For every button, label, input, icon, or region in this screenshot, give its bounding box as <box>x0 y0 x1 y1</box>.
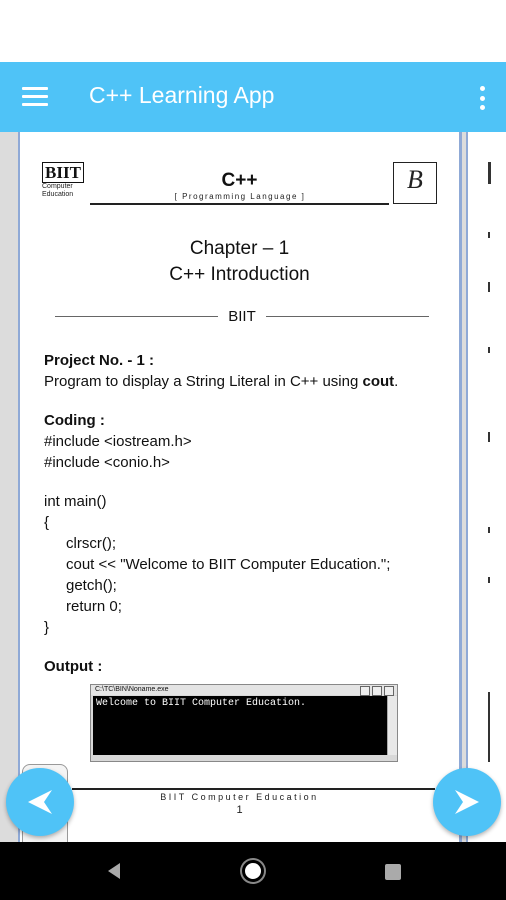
next-page-preview <box>466 132 506 842</box>
code-line: clrscr(); <box>66 535 116 552</box>
menu-icon[interactable] <box>22 87 48 107</box>
code-line: #include <iostream.h> <box>44 433 192 450</box>
page-header-subtitle: [ Programming Language ] <box>174 192 306 201</box>
pdf-viewer[interactable] <box>0 132 506 842</box>
more-options-icon[interactable] <box>478 86 486 110</box>
page-number: 1 <box>236 804 243 816</box>
home-icon[interactable] <box>242 860 264 882</box>
recent-apps-icon[interactable] <box>385 864 401 880</box>
section-separator: BIIT <box>55 308 429 325</box>
project-label: Project No. - 1 : <box>44 352 155 369</box>
code-line: } <box>44 619 50 636</box>
code-line: int main() <box>44 493 107 510</box>
console-text: Welcome to BIIT Computer Education. <box>93 696 387 755</box>
app-title: C++ Learning App <box>89 82 275 108</box>
chapter-heading <box>20 236 459 288</box>
page-content <box>44 350 449 677</box>
chapter-title: C++ Introduction <box>169 264 310 285</box>
back-icon[interactable] <box>106 862 122 880</box>
coding-label: Coding : <box>44 412 105 429</box>
page-header-title: C++ <box>221 170 258 191</box>
next-page-button[interactable] <box>433 768 501 836</box>
pdf-page <box>18 132 462 842</box>
arrow-right-icon <box>451 786 483 818</box>
project-description: Program to display a String Literal in C++ using cout. <box>44 373 399 390</box>
chapter-number: Chapter – 1 <box>189 238 290 259</box>
code-line: return 0; <box>66 598 122 615</box>
brand-logo: B <box>393 162 437 204</box>
footer-rule <box>72 788 435 790</box>
page-footer: BIIT Computer Education <box>160 792 319 802</box>
header-rule <box>90 203 389 205</box>
previous-page-button[interactable] <box>6 768 74 836</box>
code-line: { <box>44 514 50 531</box>
code-line: getch(); <box>66 577 117 594</box>
status-bar <box>0 0 506 62</box>
system-nav-bar <box>0 842 506 900</box>
console-output-image <box>90 684 398 762</box>
arrow-left-icon <box>24 786 56 818</box>
console-title: C:\TC\BIN\Noname.exe <box>91 685 397 695</box>
code-line: cout << "Welcome to BIIT Computer Education."; <box>66 556 391 573</box>
app-bar <box>0 62 506 132</box>
code-line: #include <conio.h> <box>44 454 170 471</box>
biit-logo: BIIT Computer Education <box>42 162 86 204</box>
output-label: Output : <box>44 658 103 675</box>
